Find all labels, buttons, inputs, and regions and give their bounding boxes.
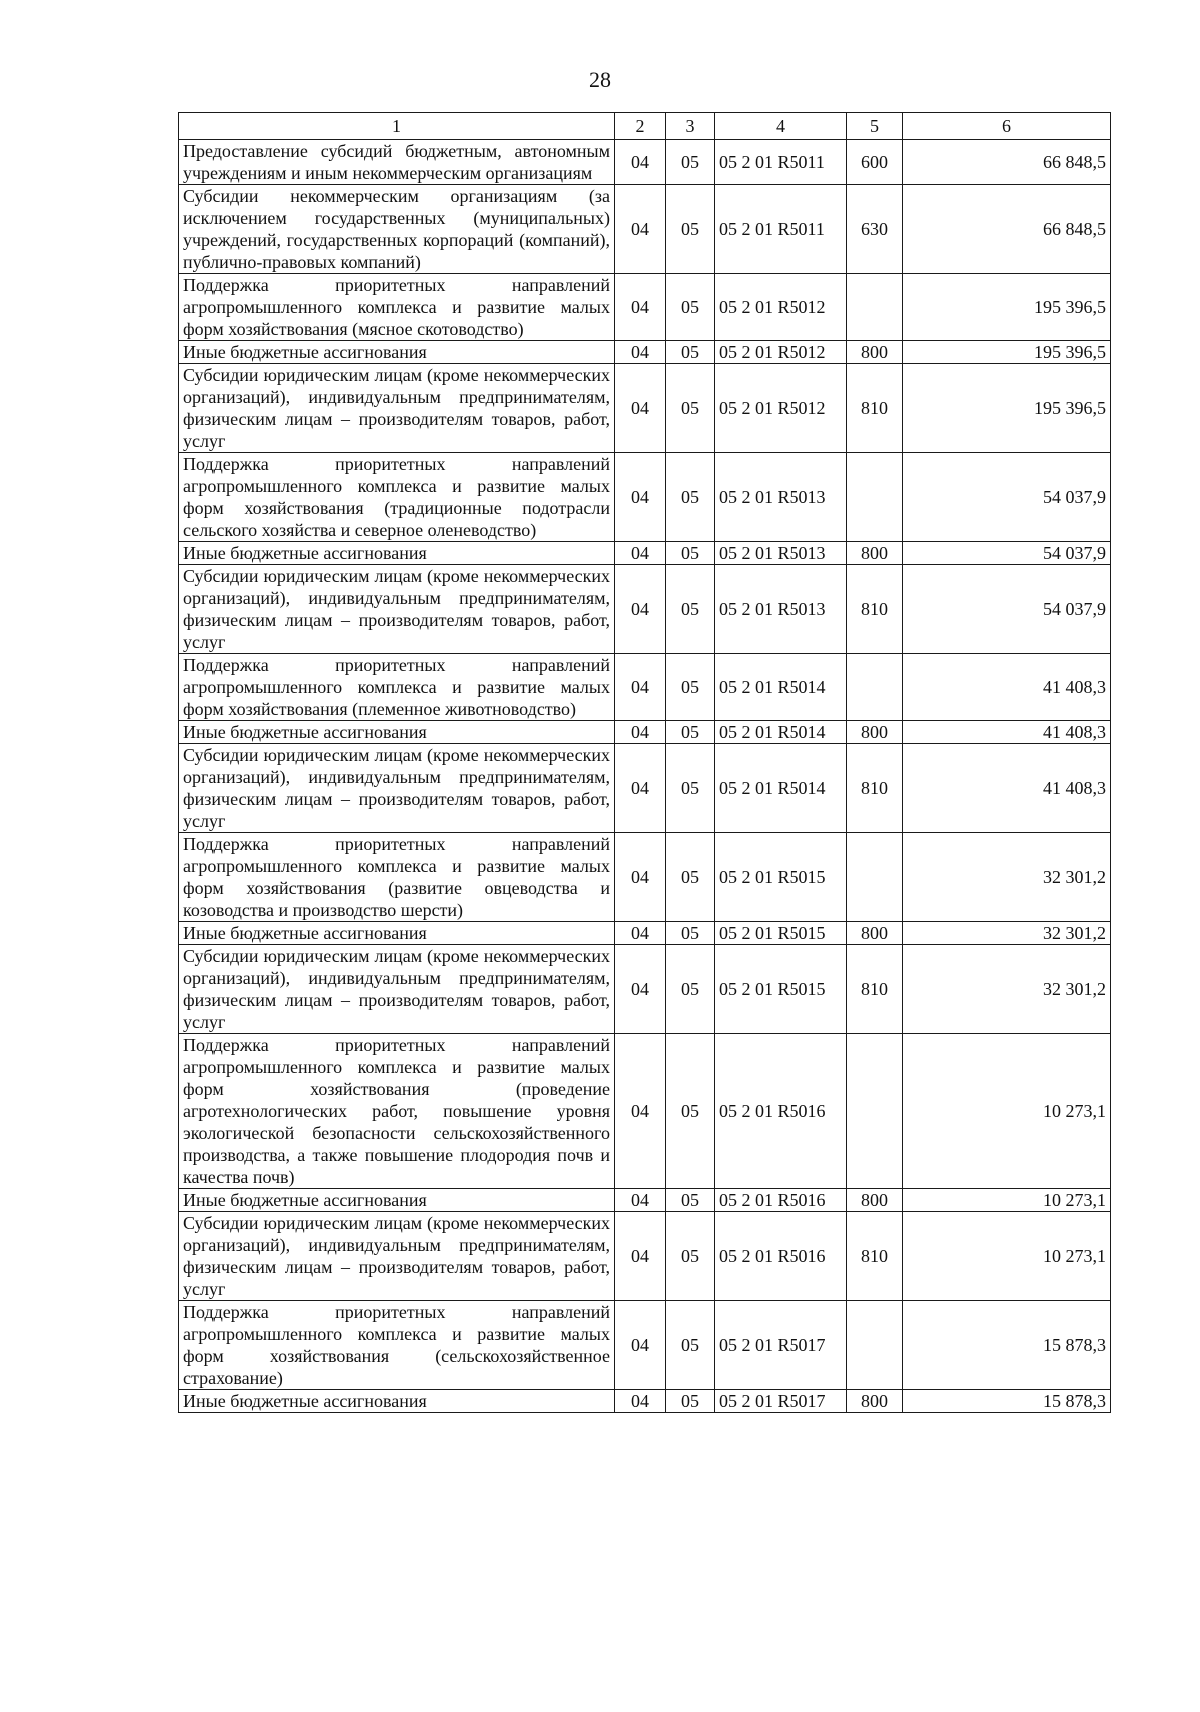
table-row	[179, 1301, 1111, 1390]
item-name: Субсидии юридическим лицам (кроме некоммерческих организаций), индивидуальным предпринимателям, физическим лицам – производителям товаров, работ, услуг	[179, 945, 615, 1034]
section-code: 04	[615, 1034, 666, 1189]
subsection-code: 05	[666, 274, 715, 341]
subsection-code: 05	[666, 542, 715, 565]
table-row	[179, 922, 1111, 945]
subsection-code: 05	[666, 721, 715, 744]
table-row	[179, 1034, 1111, 1189]
amount: 54 037,9	[903, 542, 1111, 565]
amount: 66 848,5	[903, 185, 1111, 274]
table-row	[179, 542, 1111, 565]
expense-type-code	[847, 1301, 903, 1390]
target-article-code: 05 2 01 R5013	[715, 542, 847, 565]
table-row	[179, 744, 1111, 833]
section-code: 04	[615, 654, 666, 721]
table-row	[179, 341, 1111, 364]
section-code: 04	[615, 185, 666, 274]
amount: 15 878,3	[903, 1390, 1111, 1413]
subsection-code: 05	[666, 744, 715, 833]
amount: 10 273,1	[903, 1034, 1111, 1189]
table-row	[179, 185, 1111, 274]
item-name: Иные бюджетные ассигнования	[179, 1390, 615, 1413]
expense-type-code: 600	[847, 140, 903, 185]
section-code: 04	[615, 945, 666, 1034]
section-code: 04	[615, 1189, 666, 1212]
header-col-1: 1	[179, 113, 615, 140]
item-name: Поддержка приоритетных направлений агропромышленного комплекса и развитие малых форм хозяйствования (традиционные подотрасли сельского хозяйства и северное оленеводство)	[179, 453, 615, 542]
subsection-code: 05	[666, 565, 715, 654]
section-code: 04	[615, 364, 666, 453]
section-code: 04	[615, 744, 666, 833]
section-code: 04	[615, 140, 666, 185]
table-row	[179, 1212, 1111, 1301]
target-article-code: 05 2 01 R5012	[715, 364, 847, 453]
section-code: 04	[615, 721, 666, 744]
subsection-code: 05	[666, 341, 715, 364]
page-number: 28	[589, 67, 611, 92]
expense-type-code	[847, 654, 903, 721]
expense-type-code: 810	[847, 364, 903, 453]
item-name: Субсидии юридическим лицам (кроме некоммерческих организаций), индивидуальным предпринимателям, физическим лицам – производителям товаров, работ, услуг	[179, 565, 615, 654]
target-article-code: 05 2 01 R5015	[715, 945, 847, 1034]
section-code: 04	[615, 274, 666, 341]
expense-type-code	[847, 274, 903, 341]
expense-type-code	[847, 833, 903, 922]
item-name: Субсидии некоммерческим организациям (за исключением государственных (муниципальных) учреждений, государственных корпораций (компаний), публично-правовых компаний)	[179, 185, 615, 274]
table-row	[179, 140, 1111, 185]
target-article-code: 05 2 01 R5013	[715, 565, 847, 654]
section-code: 04	[615, 565, 666, 654]
amount: 54 037,9	[903, 565, 1111, 654]
item-name: Иные бюджетные ассигнования	[179, 1189, 615, 1212]
header-col-2: 2	[615, 113, 666, 140]
item-name: Иные бюджетные ассигнования	[179, 922, 615, 945]
table-row	[179, 453, 1111, 542]
subsection-code: 05	[666, 1212, 715, 1301]
item-name: Поддержка приоритетных направлений агропромышленного комплекса и развитие малых форм хозяйствования (племенное животноводство)	[179, 654, 615, 721]
subsection-code: 05	[666, 654, 715, 721]
amount: 195 396,5	[903, 274, 1111, 341]
expense-type-code: 810	[847, 945, 903, 1034]
target-article-code: 05 2 01 R5012	[715, 341, 847, 364]
subsection-code: 05	[666, 1301, 715, 1390]
section-code: 04	[615, 341, 666, 364]
item-name: Субсидии юридическим лицам (кроме некоммерческих организаций), индивидуальным предпринимателям, физическим лицам – производителям товаров, работ, услуг	[179, 744, 615, 833]
expense-type-code: 810	[847, 565, 903, 654]
table-row	[179, 274, 1111, 341]
item-name: Иные бюджетные ассигнования	[179, 542, 615, 565]
amount: 41 408,3	[903, 721, 1111, 744]
section-code: 04	[615, 1301, 666, 1390]
amount: 41 408,3	[903, 654, 1111, 721]
table-row	[179, 1390, 1111, 1413]
table-row	[179, 654, 1111, 721]
item-name: Иные бюджетные ассигнования	[179, 721, 615, 744]
table-row	[179, 945, 1111, 1034]
amount: 195 396,5	[903, 341, 1111, 364]
amount: 15 878,3	[903, 1301, 1111, 1390]
target-article-code: 05 2 01 R5011	[715, 185, 847, 274]
expense-type-code	[847, 453, 903, 542]
target-article-code: 05 2 01 R5013	[715, 453, 847, 542]
section-code: 04	[615, 922, 666, 945]
subsection-code: 05	[666, 922, 715, 945]
target-article-code: 05 2 01 R5017	[715, 1301, 847, 1390]
expense-type-code: 810	[847, 744, 903, 833]
subsection-code: 05	[666, 1034, 715, 1189]
section-code: 04	[615, 833, 666, 922]
item-name: Иные бюджетные ассигнования	[179, 341, 615, 364]
amount: 32 301,2	[903, 945, 1111, 1034]
table-row	[179, 721, 1111, 744]
amount: 66 848,5	[903, 140, 1111, 185]
subsection-code: 05	[666, 364, 715, 453]
target-article-code: 05 2 01 R5017	[715, 1390, 847, 1413]
item-name: Субсидии юридическим лицам (кроме некоммерческих организаций), индивидуальным предпринимателям, физическим лицам – производителям товаров, работ, услуг	[179, 364, 615, 453]
table-body	[179, 140, 1111, 1413]
subsection-code: 05	[666, 453, 715, 542]
target-article-code: 05 2 01 R5015	[715, 833, 847, 922]
expense-type-code: 800	[847, 1390, 903, 1413]
target-article-code: 05 2 01 R5014	[715, 654, 847, 721]
expense-type-code: 800	[847, 341, 903, 364]
header-col-6: 6	[903, 113, 1111, 140]
table-row	[179, 565, 1111, 654]
target-article-code: 05 2 01 R5016	[715, 1189, 847, 1212]
expense-type-code: 800	[847, 1189, 903, 1212]
item-name: Поддержка приоритетных направлений агропромышленного комплекса и развитие малых форм хозяйствования (развитие овцеводства и козоводства и производство шерсти)	[179, 833, 615, 922]
target-article-code: 05 2 01 R5014	[715, 744, 847, 833]
target-article-code: 05 2 01 R5012	[715, 274, 847, 341]
amount: 10 273,1	[903, 1189, 1111, 1212]
section-code: 04	[615, 453, 666, 542]
amount: 32 301,2	[903, 833, 1111, 922]
subsection-code: 05	[666, 185, 715, 274]
amount: 41 408,3	[903, 744, 1111, 833]
header-col-4: 4	[715, 113, 847, 140]
table-row	[179, 833, 1111, 922]
expense-type-code: 800	[847, 922, 903, 945]
target-article-code: 05 2 01 R5016	[715, 1212, 847, 1301]
expense-type-code	[847, 1034, 903, 1189]
section-code: 04	[615, 1390, 666, 1413]
expense-type-code: 810	[847, 1212, 903, 1301]
subsection-code: 05	[666, 1390, 715, 1413]
budget-table	[178, 112, 1111, 1413]
item-name: Поддержка приоритетных направлений агропромышленного комплекса и развитие малых форм хозяйствования (сельскохозяйственное страхование)	[179, 1301, 615, 1390]
section-code: 04	[615, 542, 666, 565]
table-row	[179, 364, 1111, 453]
target-article-code: 05 2 01 R5015	[715, 922, 847, 945]
item-name: Поддержка приоритетных направлений агропромышленного комплекса и развитие малых форм хозяйствования (проведение агротехнологических работ, повышение уровня экологической безопасности сельскохозяйственного производства, а также повышение плодородия почв и качества почв)	[179, 1034, 615, 1189]
amount: 54 037,9	[903, 453, 1111, 542]
target-article-code: 05 2 01 R5011	[715, 140, 847, 185]
target-article-code: 05 2 01 R5014	[715, 721, 847, 744]
expense-type-code: 630	[847, 185, 903, 274]
table-header-row	[179, 113, 1111, 140]
subsection-code: 05	[666, 140, 715, 185]
subsection-code: 05	[666, 945, 715, 1034]
amount: 10 273,1	[903, 1212, 1111, 1301]
section-code: 04	[615, 1212, 666, 1301]
item-name: Субсидии юридическим лицам (кроме некоммерческих организаций), индивидуальным предпринимателям, физическим лицам – производителям товаров, работ, услуг	[179, 1212, 615, 1301]
expense-type-code: 800	[847, 721, 903, 744]
amount: 32 301,2	[903, 922, 1111, 945]
subsection-code: 05	[666, 833, 715, 922]
item-name: Поддержка приоритетных направлений агропромышленного комплекса и развитие малых форм хозяйствования (мясное скотоводство)	[179, 274, 615, 341]
target-article-code: 05 2 01 R5016	[715, 1034, 847, 1189]
expense-type-code: 800	[847, 542, 903, 565]
table-row	[179, 1189, 1111, 1212]
subsection-code: 05	[666, 1189, 715, 1212]
item-name: Предоставление субсидий бюджетным, автономным учреждениям и иным некоммерческим организациям	[179, 140, 615, 185]
header-col-3: 3	[666, 113, 715, 140]
header-col-5: 5	[847, 113, 903, 140]
amount: 195 396,5	[903, 364, 1111, 453]
